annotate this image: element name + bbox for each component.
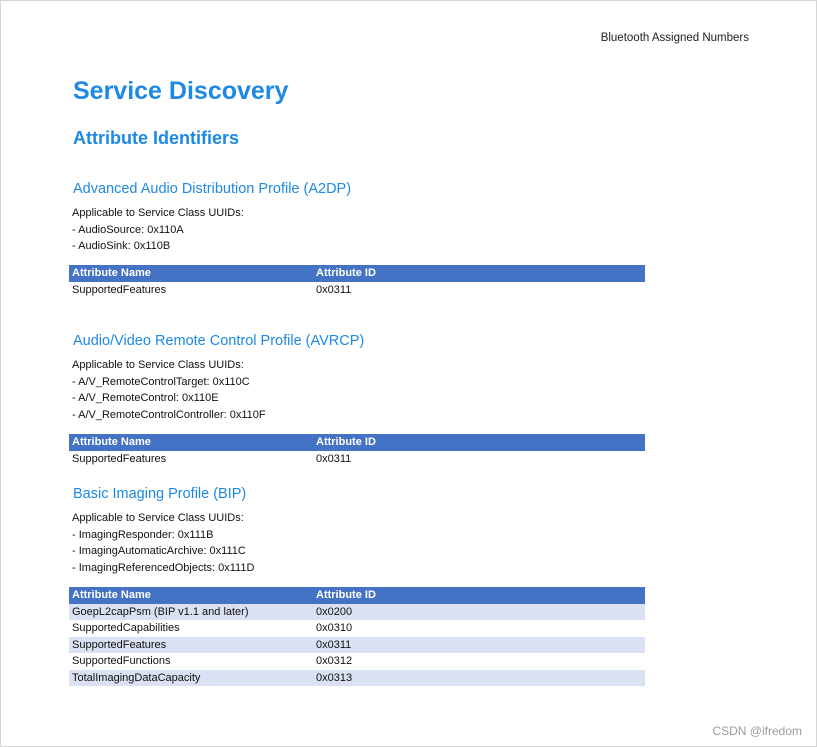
table-row — [69, 604, 645, 621]
column-header: Attribute Name — [72, 589, 151, 601]
attribute-id: 0x0311 — [316, 638, 352, 651]
attribute-name: TotalImagingDataCapacity — [72, 671, 201, 684]
uuid-item: - ImagingResponder: 0x111B — [72, 528, 214, 541]
uuid-item: - AudioSource: 0x110A — [72, 223, 184, 236]
uuid-intro: Applicable to Service Class UUIDs: — [72, 512, 244, 524]
running-header: Bluetooth Assigned Numbers — [600, 32, 749, 44]
attribute-id: 0x0311 — [316, 283, 352, 296]
attribute-id: 0x0200 — [316, 605, 353, 618]
section-heading: Audio/Video Remote Control Profile (AVRCP) — [73, 333, 365, 349]
uuid-intro: Applicable to Service Class UUIDs: — [72, 207, 244, 219]
watermark: CSDN @ifredom — [712, 724, 802, 738]
page-title: Service Discovery — [73, 77, 289, 105]
attribute-name: SupportedFeatures — [72, 638, 167, 651]
column-header: Attribute ID — [316, 267, 376, 279]
table-header-row — [69, 434, 645, 451]
attribute-table-avrcp — [69, 434, 645, 467]
attribute-id: 0x0313 — [316, 671, 353, 684]
section-heading: Advanced Audio Distribution Profile (A2DP) — [73, 181, 352, 197]
uuid-item: - A/V_RemoteControlTarget: 0x110C — [72, 375, 250, 388]
attribute-name: SupportedFeatures — [72, 452, 167, 465]
uuid-item: - A/V_RemoteControl: 0x110E — [72, 392, 219, 404]
table-row — [69, 451, 645, 468]
table-row — [69, 653, 645, 670]
page-subtitle: Attribute Identifiers — [73, 128, 240, 148]
column-header: Attribute Name — [72, 267, 151, 279]
uuid-list — [72, 357, 266, 423]
uuid-intro: Applicable to Service Class UUIDs: — [72, 359, 244, 371]
attribute-id: 0x0310 — [316, 622, 353, 634]
table-header-row — [69, 265, 645, 282]
attribute-id: 0x0312 — [316, 655, 353, 667]
uuid-list — [72, 205, 244, 255]
attribute-name: GoepL2capPsm (BIP v1.1 and later) — [72, 605, 249, 618]
uuid-item: - ImagingAutomaticArchive: 0x111C — [72, 545, 246, 557]
attribute-table-bip — [69, 587, 645, 686]
table-row — [69, 620, 645, 637]
column-header: Attribute Name — [72, 436, 151, 448]
column-header: Attribute ID — [316, 589, 376, 601]
table-row — [69, 637, 645, 654]
uuid-list — [72, 510, 254, 576]
attribute-id: 0x0311 — [316, 452, 352, 465]
table-row — [69, 282, 645, 299]
uuid-item: - ImagingReferencedObjects: 0x111D — [72, 561, 255, 574]
uuid-item: - A/V_RemoteControlController: 0x110F — [72, 408, 266, 421]
section-heading: Basic Imaging Profile (BIP) — [73, 486, 247, 502]
uuid-item: - AudioSink: 0x110B — [72, 240, 171, 252]
attribute-table-a2dp — [69, 265, 645, 298]
table-row — [69, 670, 645, 687]
column-header: Attribute ID — [316, 436, 376, 448]
table-header-row — [69, 587, 645, 604]
attribute-name: SupportedCapabilities — [72, 622, 180, 634]
attribute-name: SupportedFunctions — [72, 655, 171, 667]
attribute-name: SupportedFeatures — [72, 283, 167, 296]
